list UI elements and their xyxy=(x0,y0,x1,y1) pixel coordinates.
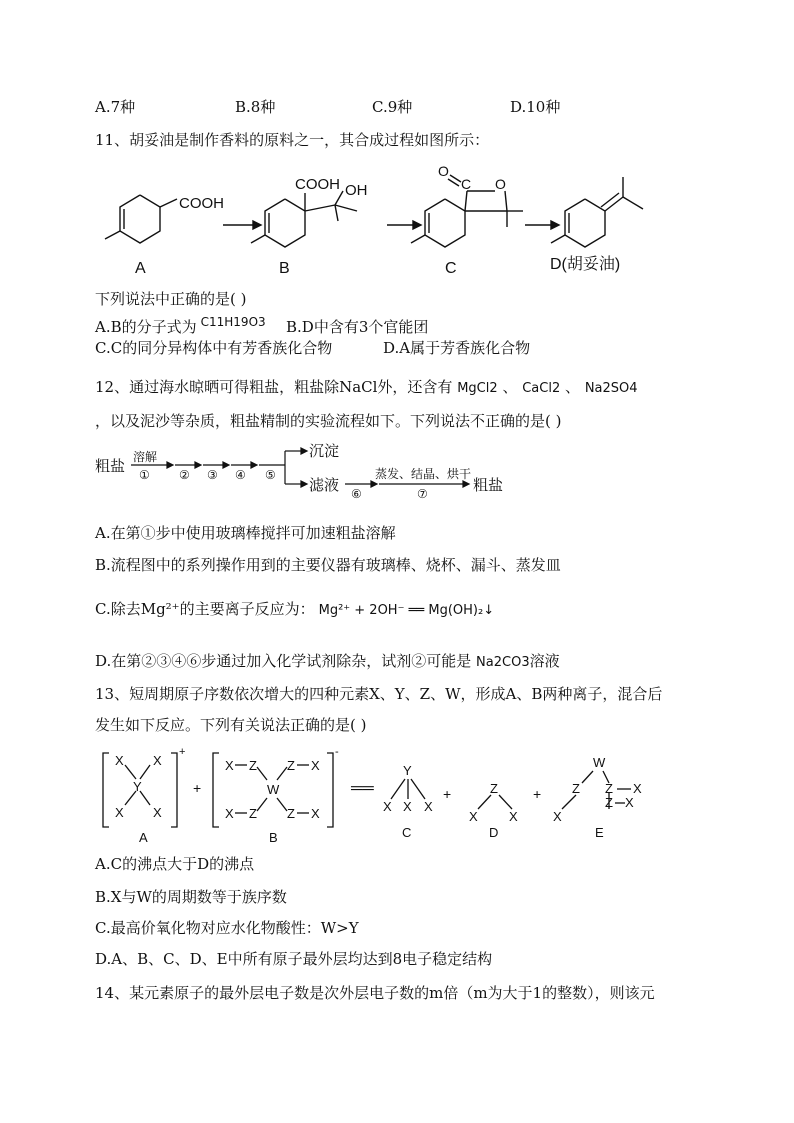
q13-label-b: B xyxy=(269,830,278,845)
q13-b-x2: X xyxy=(311,758,320,773)
q11-option-d: D.A属于芳香族化合物 xyxy=(383,339,531,357)
q13-c-y: Y xyxy=(403,763,412,778)
q13-a-x1: X xyxy=(115,753,124,768)
q11-a-cooh: COOH xyxy=(179,195,224,212)
q13-a-x2: X xyxy=(153,753,162,768)
q11-option-a xyxy=(95,316,266,337)
q13-reaction-diagram xyxy=(95,745,665,845)
q13-c-x3: X xyxy=(424,799,433,814)
q12-stem-line2: ，以及泥沙等杂质，粗盐精制的实验流程如下。下列说法不正确的是( ) xyxy=(95,412,562,430)
q11-label-b: B xyxy=(279,260,290,277)
q12-option-a: A.在第①步中使用玻璃棒搅拌可加速粗盐溶解 xyxy=(95,524,396,542)
q13-d-x1: X xyxy=(469,809,478,824)
q13-option-a: A.C的沸点大于D的沸点 xyxy=(95,855,255,873)
q12-flow-step5: ⑤ xyxy=(265,468,276,482)
q11-option-b: B.D中含有3个官能团 xyxy=(286,318,429,336)
q13-b-z4: Z xyxy=(287,806,295,821)
q13-option-b: B.X与W的周期数等于族序数 xyxy=(95,888,287,906)
q12-flow-step1: ① xyxy=(139,468,150,482)
q13-option-c: C.最高价氧化物对应水化物酸性：W>Y xyxy=(95,919,359,937)
q11-synthesis-diagram xyxy=(95,155,705,280)
q12-flow-diagram xyxy=(95,440,525,502)
q13-equals: ══ xyxy=(351,780,374,797)
q12-option-b: B.流程图中的系列操作用到的主要仪器有玻璃棒、烧杯、漏斗、蒸发皿 xyxy=(95,556,561,574)
q13-label-c: C xyxy=(402,825,412,840)
q12-option-d-reagent: Na2CO3 xyxy=(476,655,530,670)
q12-flow-dissolve: 溶解 xyxy=(133,450,158,464)
q13-b-z1: Z xyxy=(249,758,257,773)
q12-sep-1: 、 xyxy=(502,378,518,396)
q13-a-x4: X xyxy=(153,805,162,820)
q12-impurity-mgcl2: MgCl2 xyxy=(457,381,498,396)
q13-plus-2: + xyxy=(443,786,452,802)
q11-c-lactone-c: C xyxy=(461,176,472,192)
q13-option-d: D.A、B、C、D、E中所有原子最外层均达到8电子稳定结构 xyxy=(95,950,493,968)
q11-option-a-formula: C11H19O3 xyxy=(200,315,266,329)
q12-impurity-cacl2: CaCl2 xyxy=(522,381,561,396)
q12-sep-2: 、 xyxy=(565,378,581,396)
q11-option-c: C.C的同分异构体中有芳香族化合物 xyxy=(95,339,333,357)
q11-stem: 11、胡妥油是制作香料的原料之一，其合成过程如图所示： xyxy=(95,131,490,149)
q13-a-y: Y xyxy=(133,779,142,794)
q13-e-x3: X xyxy=(553,809,562,824)
q13-b-z3: Z xyxy=(249,806,257,821)
q13-e-x1: X xyxy=(633,781,642,796)
q12-flow-step7: ⑦ xyxy=(417,487,428,501)
q11-label-a: A xyxy=(135,260,146,277)
q11-label-d: D(胡妥油) xyxy=(550,256,621,273)
q13-plus-3: + xyxy=(533,786,542,802)
q11-b-oh: OH xyxy=(345,182,368,199)
q13-label-a: A xyxy=(139,830,148,845)
q11-ask: 下列说法中正确的是( ) xyxy=(95,290,247,308)
q11-option-a-text: A.B的分子式为 xyxy=(95,318,197,336)
q13-e-x2: X xyxy=(625,795,634,810)
q12-option-c-equation: Mg²⁺ + 2OH⁻ ══ Mg(OH)₂↓ xyxy=(318,603,495,618)
q13-label-e: E xyxy=(595,825,604,840)
q12-impurity-na2so4: Na2SO4 xyxy=(584,381,638,396)
q13-b-x3: X xyxy=(225,806,234,821)
q13-b-x4: X xyxy=(311,806,320,821)
q12-flow-step6: ⑥ xyxy=(351,487,362,501)
q13-label-d: D xyxy=(489,825,499,840)
q11-c-carbonyl-o: O xyxy=(438,163,449,179)
q10-option-a: A.7种 xyxy=(95,98,136,116)
q13-e-z3: Z xyxy=(605,795,613,810)
q12-flow-precipitate: 沉淀 xyxy=(309,442,340,460)
q13-b-charge: - xyxy=(335,746,339,758)
q13-c-x1: X xyxy=(383,799,392,814)
q13-a-charge: + xyxy=(179,746,186,758)
q12-flow-step3: ③ xyxy=(207,468,218,482)
q12-option-c xyxy=(95,598,494,619)
q13-e-z2: Z xyxy=(605,781,613,796)
q12-flow-evaporate: 蒸发、结晶、烘干 xyxy=(375,467,472,481)
q13-b-x1: X xyxy=(225,758,234,773)
q13-b-w: W xyxy=(267,782,280,797)
q10-option-b: B.8种 xyxy=(235,98,276,116)
q11-c-ring-o: O xyxy=(495,176,506,192)
q11-b-cooh: COOH xyxy=(295,176,340,193)
q13-e-w: W xyxy=(593,755,606,770)
q12-option-d-text: D.在第②③④⑥步通过加入化学试剂除杂，试剂②可能是 xyxy=(95,652,472,670)
q12-option-c-text: C.除去Mg²⁺的主要离子反应为： xyxy=(95,600,315,618)
q13-d-x2: X xyxy=(509,809,518,824)
q13-stem-line2: 发生如下反应。下列有关说法正确的是( ) xyxy=(95,716,367,734)
q10-option-c: C.9种 xyxy=(372,98,413,116)
q12-flow-step4: ④ xyxy=(235,468,246,482)
q12-stem-line1 xyxy=(95,376,638,397)
q12-option-d xyxy=(95,650,560,671)
q13-stem-line1: 13、短周期原子序数依次增大的四种元素X、Y、Z、W，形成A、B两种离子，混合后 xyxy=(95,685,663,703)
q12-flow-end: 粗盐 xyxy=(473,476,504,494)
q13-c-x2: X xyxy=(403,799,412,814)
q11-label-c: C xyxy=(445,260,457,277)
q13-e-z1: Z xyxy=(572,781,580,796)
q12-flow-step2: ② xyxy=(179,468,190,482)
q12-option-d-post: 溶液 xyxy=(529,652,560,670)
q12-flow-filtrate: 滤液 xyxy=(309,476,340,494)
q12-stem-text: 12、通过海水晾晒可得粗盐，粗盐除NaCl外，还含有 xyxy=(95,378,453,396)
q10-option-d: D.10种 xyxy=(510,98,561,116)
q13-b-z2: Z xyxy=(287,758,295,773)
q13-a-x3: X xyxy=(115,805,124,820)
q13-d-z: Z xyxy=(490,781,498,796)
q13-plus-1: + xyxy=(193,780,202,796)
q14-stem: 14、某元素原子的最外层电子数是次外层电子数的m倍（m为大于1的整数），则该元 xyxy=(95,984,655,1002)
q12-flow-start: 粗盐 xyxy=(95,457,126,475)
